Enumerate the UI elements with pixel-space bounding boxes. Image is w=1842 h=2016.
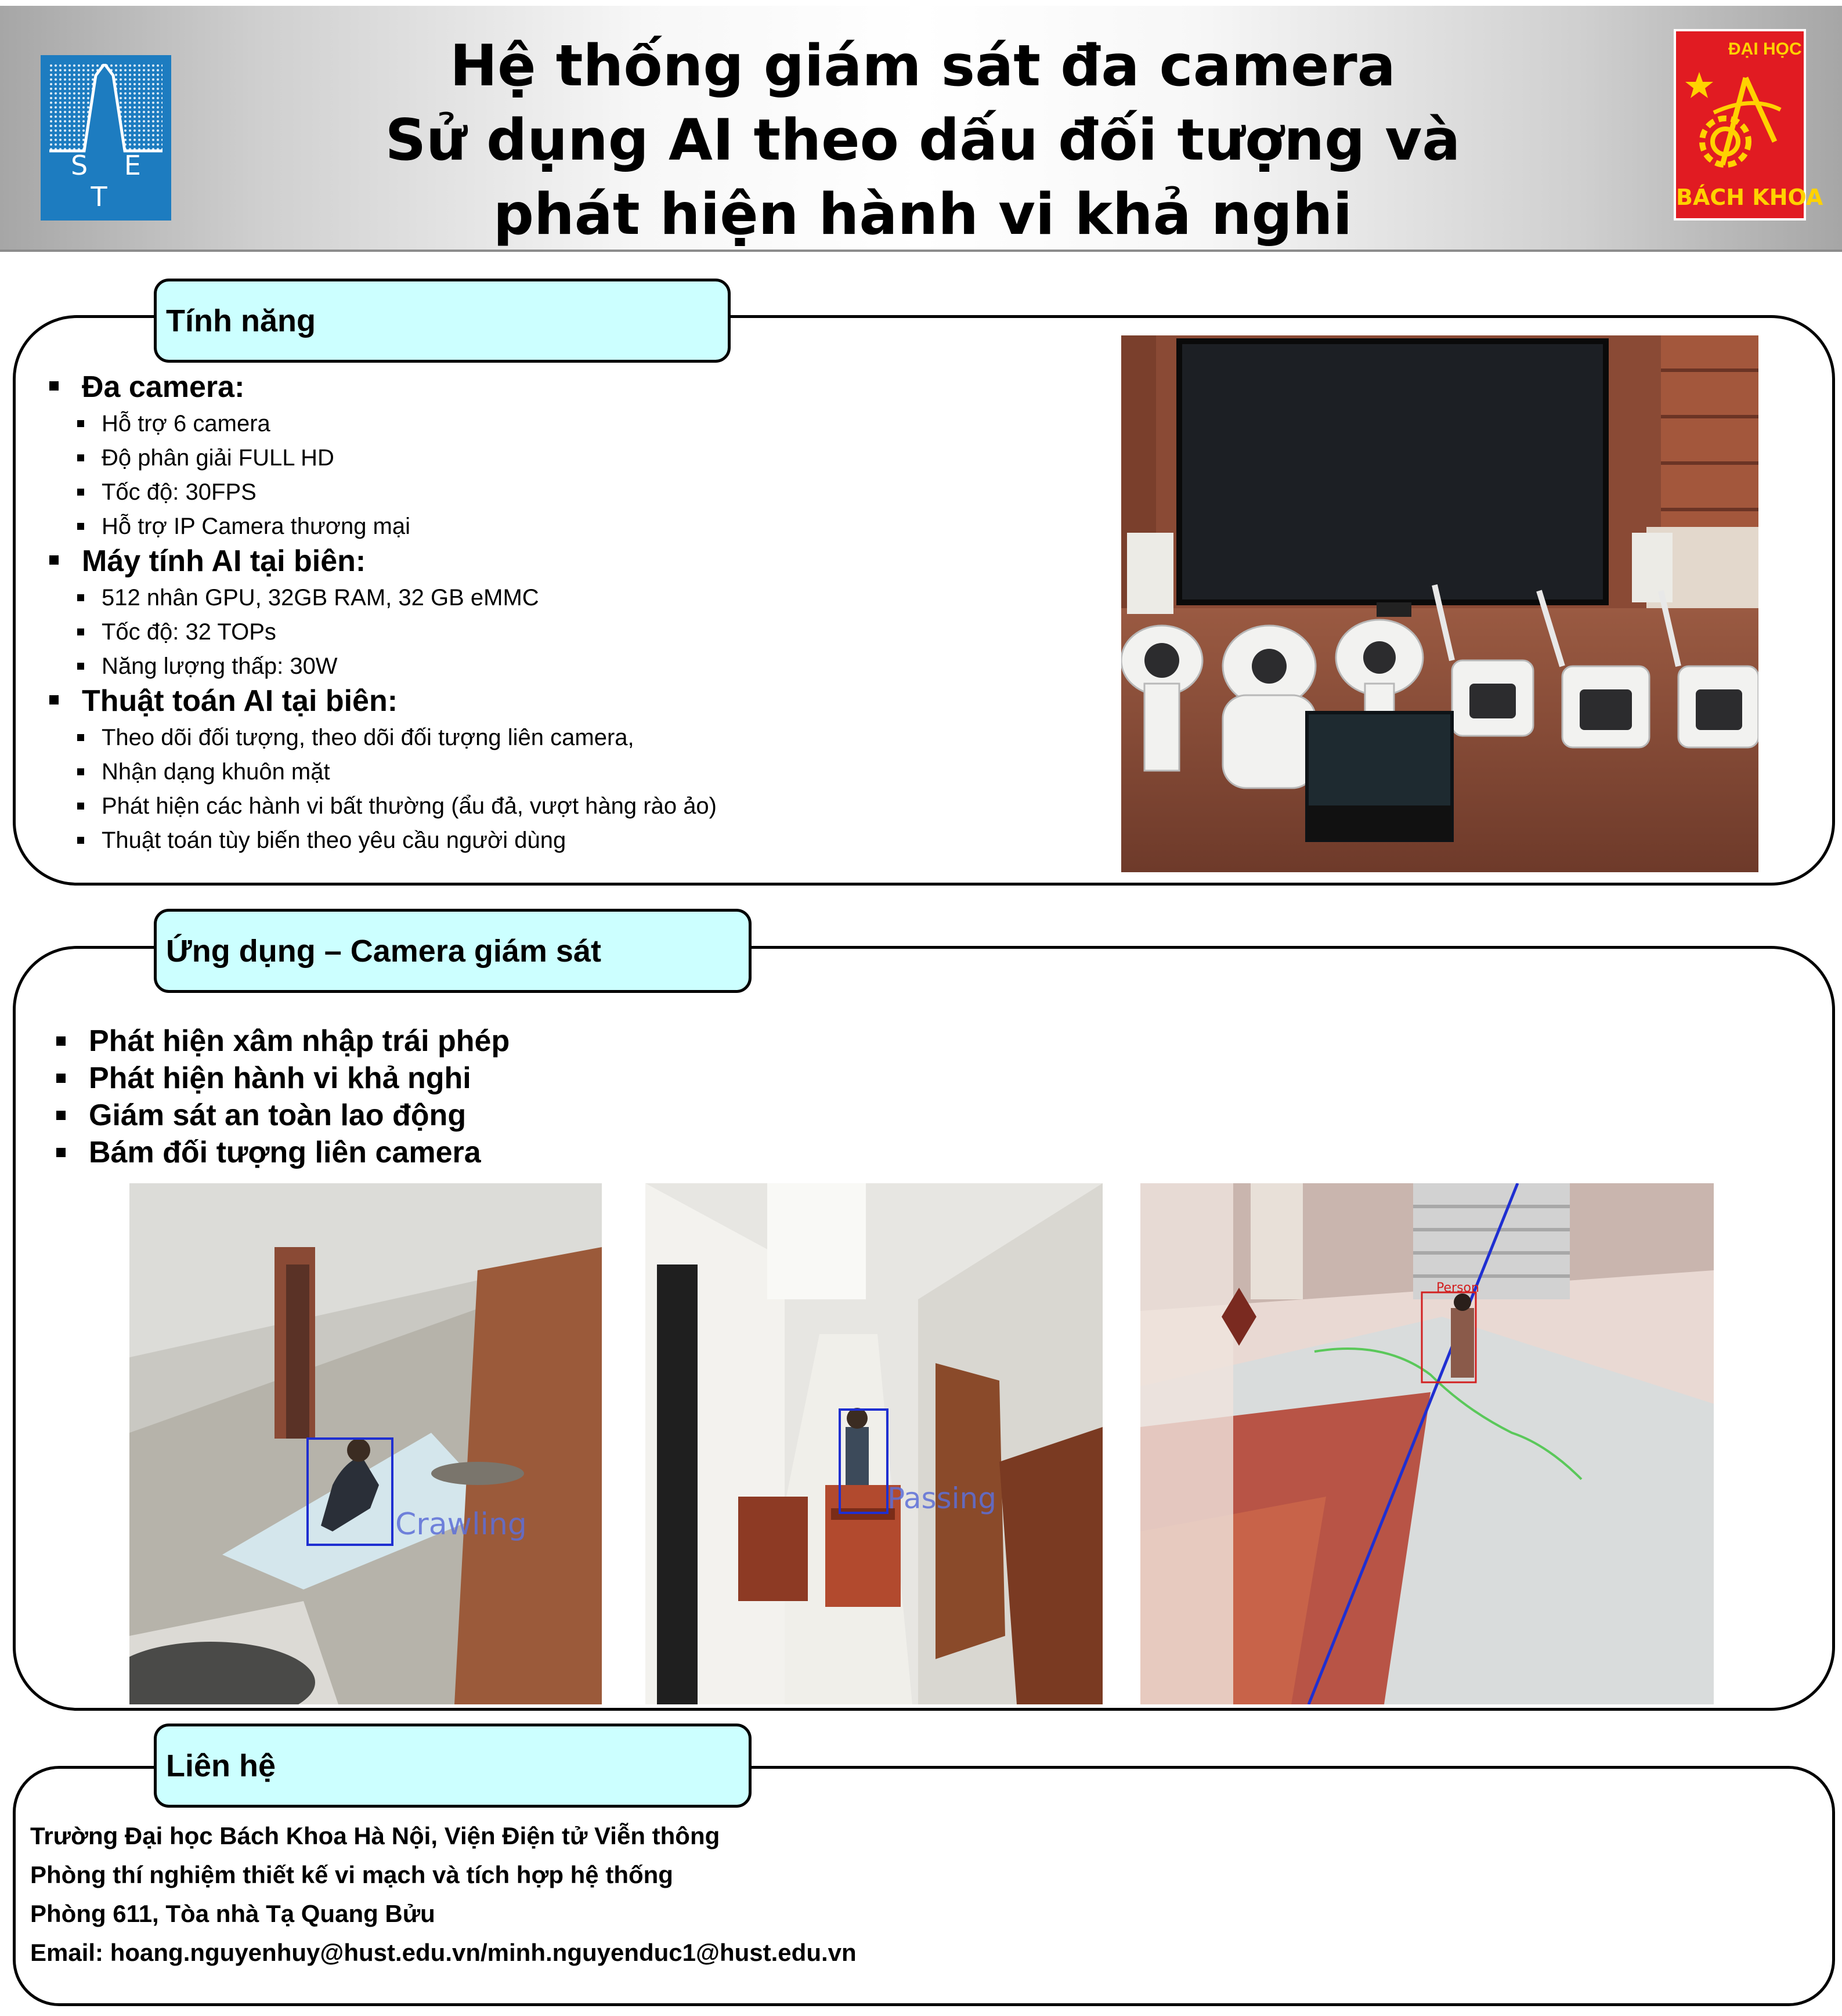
title-line-1: Hệ thống giám sát đa camera [450, 33, 1396, 99]
application-item: Phát hiện hành vi khả nghi [56, 1060, 510, 1097]
feature-item: Hỗ trợ IP Camera thương mại [49, 510, 717, 544]
feature-item: Thuật toán tùy biến theo yêu cầu người dùng [49, 823, 717, 858]
feature-item: Tốc độ: 32 TOPs [49, 615, 717, 649]
title-line-2: Sử dụng AI theo dấu đối tượng và [385, 107, 1461, 174]
features-tab [154, 279, 731, 363]
bach-khoa-logo [1674, 29, 1823, 221]
feature-group-title: Thuật toán AI tại biên: [49, 684, 717, 718]
set-logo-text: S E T [71, 150, 155, 212]
bk-logo-bottom-text: BÁCH KHOA [1676, 185, 1823, 210]
contact-line: Phòng thí nghiệm thiết kế vi mạch và tích hợp hệ thống [30, 1861, 673, 1888]
applications-tab-label: Ứng dụng – Camera giám sát [166, 933, 601, 969]
passing-label: Passing [887, 1482, 996, 1515]
features-tab-label: Tính năng [166, 303, 316, 338]
contact-info [30, 1816, 857, 1972]
page-title [302, 29, 1544, 252]
feature-item: Năng lượng thấp: 30W [49, 649, 717, 684]
application-item: Giám sát an toàn lao động [56, 1097, 510, 1134]
contact-tab [154, 1724, 752, 1808]
camera-frame-crawling [129, 1183, 602, 1704]
contact-email[interactable]: Email: hoang.nguyenhuy@hust.edu.vn/minh.nguyenduc1@hust.edu.vn [30, 1939, 857, 1966]
applications-list [56, 1023, 510, 1171]
feature-item: Phát hiện các hành vi bất thường (ẩu đả, vượt hàng rào ảo) [49, 789, 717, 823]
poster-header [0, 6, 1842, 252]
feature-item: Hỗ trợ 6 camera [49, 407, 717, 441]
feature-item: Tốc độ: 30FPS [49, 475, 717, 510]
features-list [49, 370, 717, 858]
contact-tab-label: Liên hệ [166, 1748, 276, 1783]
person-label: Person [1436, 1281, 1479, 1295]
camera-frame-virtual-fence [1140, 1183, 1714, 1704]
bk-logo-emblem-icon [1682, 55, 1798, 182]
camera-frame-passing [645, 1183, 1103, 1704]
set-logo [41, 55, 171, 221]
feature-item: Theo dõi đối tượng, theo dõi đối tượng liên camera, [49, 721, 717, 755]
contact-line: Phòng 611, Tòa nhà Tạ Quang Bửu [30, 1900, 435, 1927]
applications-tab [154, 909, 752, 993]
application-item: Bám đối tượng liên camera [56, 1134, 510, 1171]
feature-group-title: Máy tính AI tại biên: [49, 544, 717, 579]
feature-group-title: Đa camera: [49, 370, 717, 404]
title-line-3: phát hiện hành vi khả nghi [493, 182, 1353, 248]
feature-item: Nhận dạng khuôn mặt [49, 755, 717, 789]
crawling-label: Crawling [395, 1507, 527, 1542]
bk-logo-top-text: ĐẠI HỌC [1728, 39, 1802, 59]
application-item: Phát hiện xâm nhập trái phép [56, 1023, 510, 1060]
contact-line: Trường Đại học Bách Khoa Hà Nội, Viện Điện tử Viễn thông [30, 1822, 720, 1849]
feature-item: 512 nhân GPU, 32GB RAM, 32 GB eMMC [49, 581, 717, 615]
hardware-photo [1121, 335, 1758, 872]
feature-item: Độ phân giải FULL HD [49, 441, 717, 475]
